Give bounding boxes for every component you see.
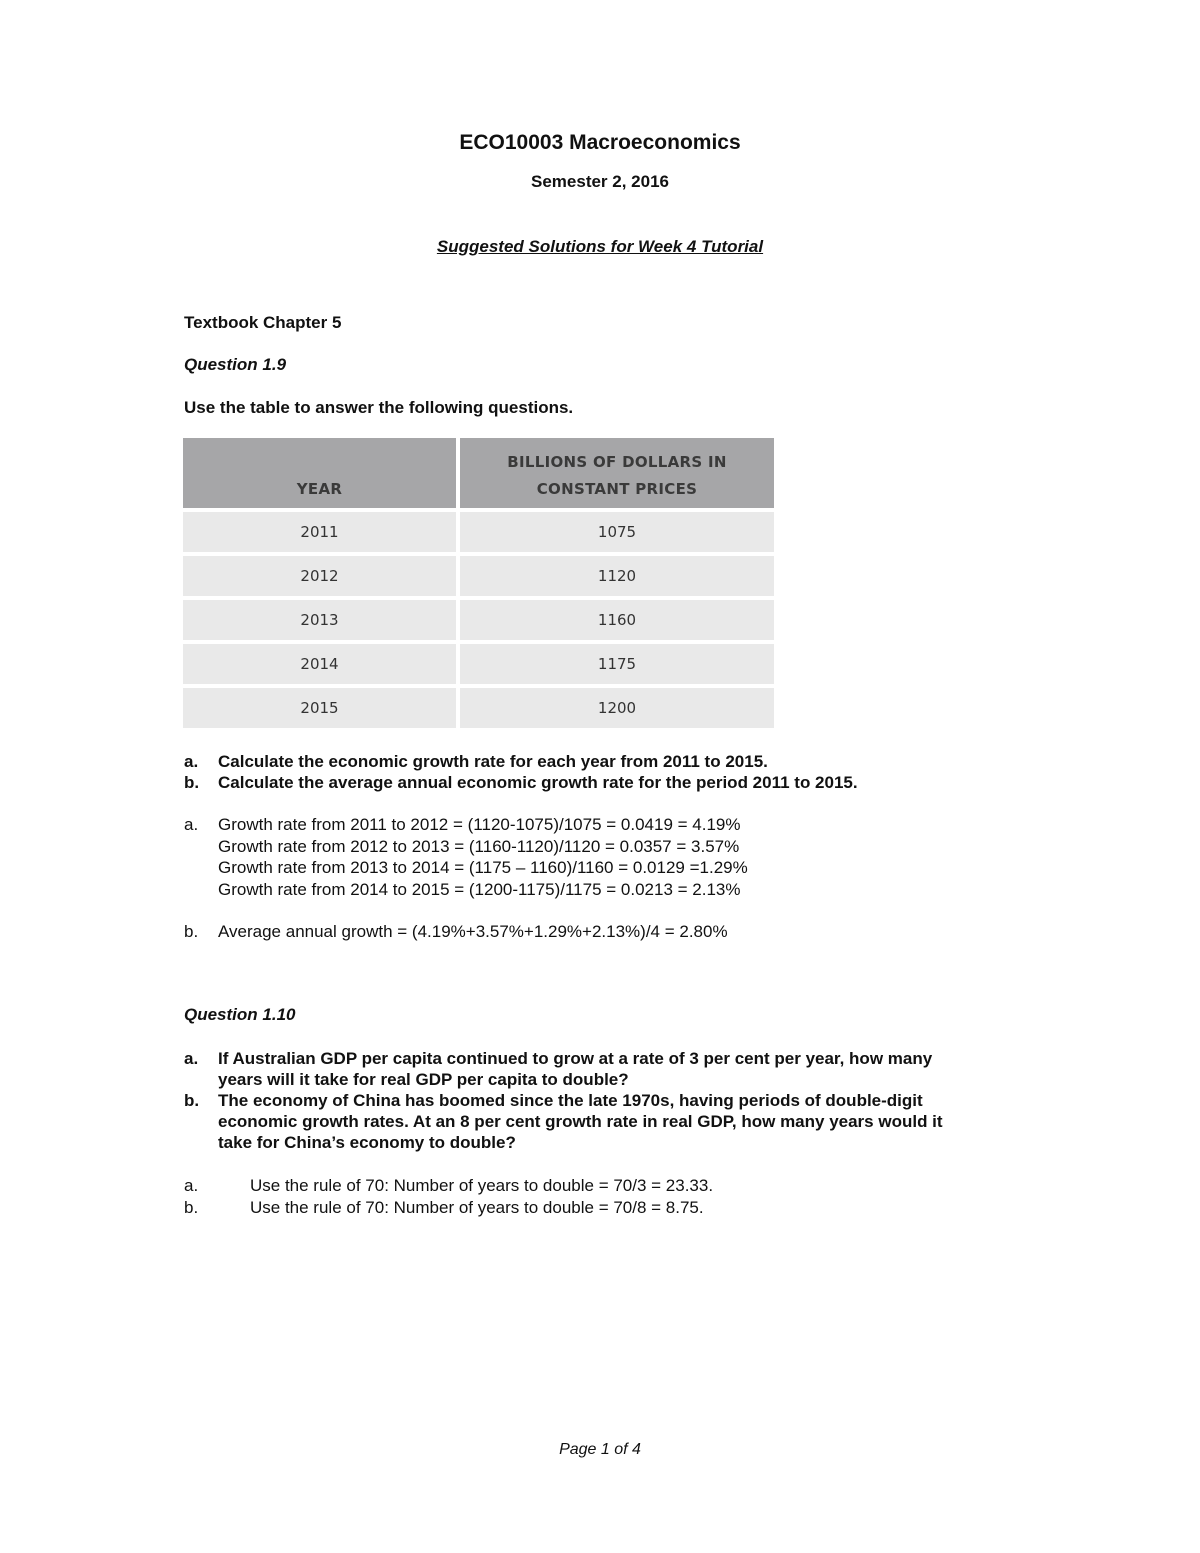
item-text: Calculate the average annual economic growth rate for the period 2011 to 2015. (218, 773, 858, 792)
course-title: ECO10003 Macroeconomics (459, 131, 741, 154)
item-letter: b. (184, 1091, 200, 1110)
answer-block (184, 814, 748, 900)
item-letter: b. (184, 922, 199, 941)
table-row (183, 640, 774, 684)
page-number: Page 1 of 4 (559, 1441, 641, 1458)
list-item (184, 1048, 943, 1090)
header-value-line-2: CONSTANT PRICES (536, 480, 698, 498)
answer-line: Growth rate from 2013 to 2014 = (1175 – 1160)/1160 = 0.0129 =1.29% (218, 858, 748, 877)
table-row (183, 508, 774, 552)
table-row (183, 684, 774, 728)
answer-block (184, 921, 728, 943)
header-year: YEAR (183, 438, 460, 508)
item-line: economic growth rates. At an 8 per cent growth rate in real GDP, how many years would it (218, 1112, 943, 1131)
gdp-table (183, 438, 774, 728)
cell-value: 1175 (460, 640, 774, 684)
document-subtitle: Suggested Solutions for Week 4 Tutorial (436, 237, 764, 256)
list-item (184, 1090, 943, 1153)
item-line: If Australian GDP per capita continued to grow at a rate of 3 per cent per year, how many (218, 1049, 933, 1068)
cell-value: 1200 (460, 684, 774, 728)
answer-line: Use the rule of 70: Number of years to double = 70/3 = 23.33. (250, 1176, 714, 1195)
item-text (218, 1090, 943, 1153)
item-letter: b. (184, 1197, 199, 1217)
question-1-9-heading: Question 1.9 (184, 355, 287, 374)
item-letter: a. (184, 752, 199, 771)
answer-block (184, 1175, 713, 1197)
question-1-9-parts (184, 751, 858, 793)
list-item (184, 772, 858, 793)
answer-1-10 (184, 1175, 713, 1218)
item-line: years will it take for real GDP per capita to double? (218, 1070, 629, 1089)
table-row (183, 552, 774, 596)
item-letter: a. (184, 1176, 199, 1195)
item-letter: b. (184, 773, 200, 792)
answer-line: Growth rate from 2012 to 2013 = (1160-1120)/1120 = 0.0357 = 3.57% (218, 836, 740, 856)
cell-value: 1120 (460, 552, 774, 596)
semester-label: Semester 2, 2016 (531, 172, 669, 191)
answer-line: Average annual growth = (4.19%+3.57%+1.29%+2.13%)/4 = 2.80% (218, 922, 728, 941)
table-row (183, 596, 774, 640)
item-letter: a. (184, 815, 199, 834)
answer-1-9-a (184, 814, 748, 900)
item-text (218, 1048, 932, 1090)
question-1-10-parts (184, 1048, 943, 1153)
instruction-text: Use the table to answer the following questions. (184, 398, 574, 417)
answer-lines (218, 814, 748, 900)
cell-value: 1075 (460, 508, 774, 552)
list-item (184, 751, 858, 772)
cell-year: 2012 (183, 552, 460, 596)
cell-year: 2011 (183, 508, 460, 552)
item-line: The economy of China has boomed since the late 1970s, having periods of double-digit (218, 1091, 923, 1110)
question-1-10-heading: Question 1.10 (184, 1005, 296, 1024)
answer-line: Growth rate from 2014 to 2015 = (1200-1175)/1175 = 0.0213 = 2.13% (218, 879, 741, 899)
answer-line: Use the rule of 70: Number of years to double = 70/8 = 8.75. (250, 1197, 704, 1217)
answer-1-9-b (184, 921, 728, 943)
cell-year: 2013 (183, 596, 460, 640)
cell-year: 2014 (183, 640, 460, 684)
table-header-row (183, 438, 774, 508)
item-letter: a. (184, 1049, 199, 1068)
item-text: Calculate the economic growth rate for each year from 2011 to 2015. (218, 752, 768, 771)
chapter-heading: Textbook Chapter 5 (184, 313, 342, 332)
header-value (460, 438, 774, 508)
cell-value: 1160 (460, 596, 774, 640)
answer-block (184, 1197, 713, 1219)
answer-line: Growth rate from 2011 to 2012 = (1120-1075)/1075 = 0.0419 = 4.19% (218, 815, 741, 834)
header-value-line-1: BILLIONS OF DOLLARS IN (507, 453, 727, 471)
cell-year: 2015 (183, 684, 460, 728)
item-line: take for China’s economy to double? (218, 1133, 516, 1152)
